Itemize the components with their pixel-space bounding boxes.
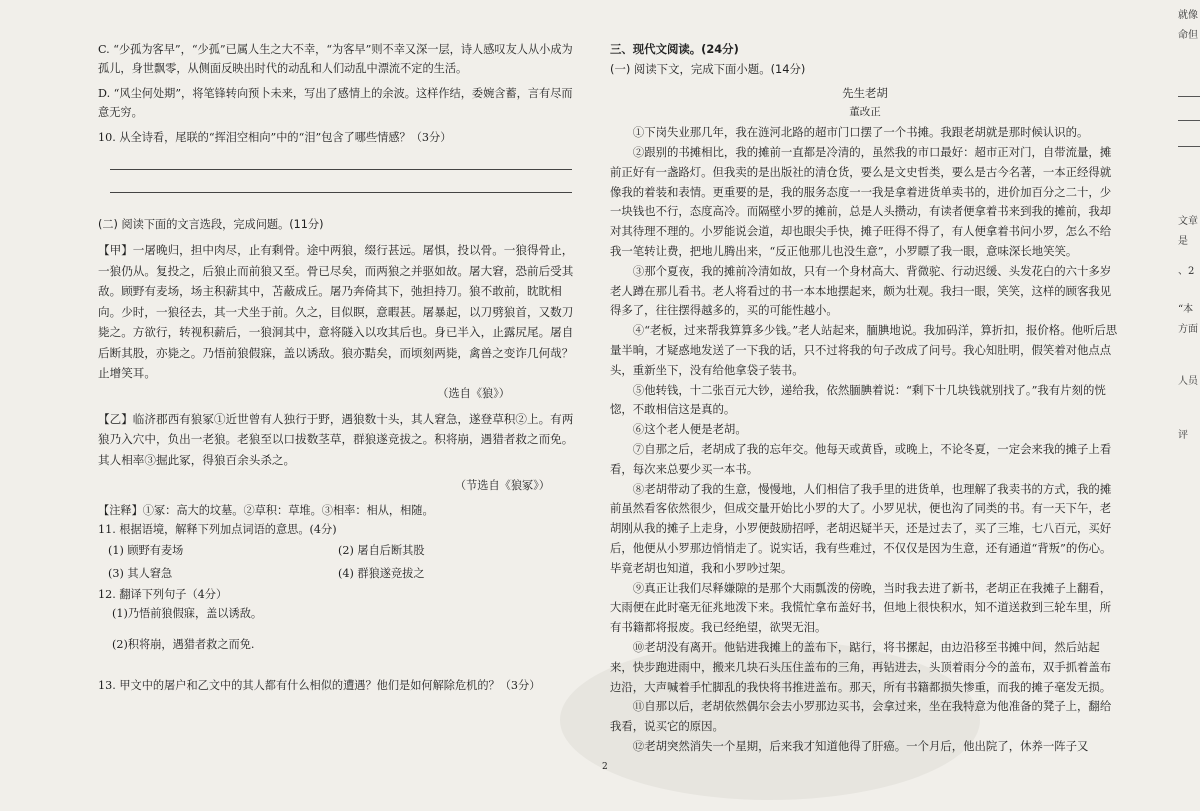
question-12: 12. 翻译下列句子（4分） [98,588,228,601]
left-column [98,40,580,695]
edge-text-4: 是 [1178,236,1188,247]
q11-item-1: (1) 顾野有麦场 [108,544,184,557]
paragraph-11: ⑪自那以后，老胡依然偶尔会去小罗那边买书，会拿过来，坐在我特意为他准备的凳子上，翻给我看，说买它的原因。 [610,699,1112,734]
section-3-title: 三、现代文阅读。(24分) [610,42,739,56]
q11-item-2: (2) 屠自后断其股 [338,544,425,557]
edge-text-5: 、2 [1178,266,1195,277]
page-number: 2 [602,762,608,772]
question-13: 13. 甲文中的屠户和乙文中的其人都有什么相似的遭遇？他们是如何解除危机的？（3分） [98,679,541,692]
question-11: 11. 根据语境，解释下列加点词语的意思。(4分) [98,523,337,536]
right-column [610,40,1120,757]
q11-items [108,539,580,585]
paragraph-6: ⑥这个老人便是老胡。 [632,422,747,437]
edge-text-2: 命但 [1178,30,1198,41]
paragraph-7: ⑦自那之后，老胡成了我的忘年交。他每天或黄昏，或晚上，不论冬夏，一定会来我的摊子上看看，每次来总要少买一本书。 [610,441,1112,476]
paragraph-4: ④“老板，过来帮我算算多少钱。”老人站起来，腼腆地说。我加码洋，算折扣，报价格。他听后思量半晌，才疑惑地发送了一下我的话，只不过将我的句子改成了问号。我心知肚明，假笑着对他点点头，重新坐下，没有给他拿袋子装书。 [610,323,1118,377]
edge-rule-3 [1178,146,1200,147]
edge-rule-1 [1178,96,1200,97]
edge-text-7: 方面 [1178,324,1198,335]
option-c: C. “少孤为客早”，“少孤”已属人生之大不幸，“为客早”则不幸又深一层，诗人感叹友人从小成为孤儿，身世飘零，从侧面反映出时代的动乱和人们动乱中漂流不定的生活。 [98,43,573,75]
edge-text-9: 评 [1178,430,1188,441]
essay-title: 先生老胡 [842,85,888,100]
paragraph-2: ②跟别的书摊相比，我的摊前一直都是冷清的，虽然我的市口最好：超市正对门，自带流量，摊前正好有一盏路灯。但我卖的是出版社的清仓货，要么是文史哲类，要么是古今名著，一本正经得就像我的着装和表情。更重要的是，我的服务态度一一我是拿着进货单卖书的，进价加百分之二十，少一块钱也不行，态度高冷。而隔壁小罗的摊前，总是人头攒动，有读者便拿着书来到我的摊前，我却对其待理不理的。小罗能说会道，却也眼尖手快，摊子旺得不得了，有人便拿着书问小罗，怎么不给我一笔转让费，把地儿腾出来，“反正他那儿也没生意”，小罗瞟了我一眼，意味深长地笑笑。 [610,144,1112,258]
section-2-title: (二) 阅读下面的文言选段，完成问题。(11分) [98,218,324,231]
question-12-1: (1)乃悟前狼假寐，盖以诱敌。 [112,607,263,620]
paragraph-12: ⑫老胡突然消失一个星期，后来我才知道他得了肝癌。一个月后，他出院了，休养一阵子又 [632,738,1089,753]
question-10: 10. 从全诗看，尾联的“挥泪空相向”中的“泪”包含了哪些情感？（3分） [98,131,452,144]
notes: 【注释】①冢：高大的坟墓。②草积：草堆。③相率：相从，相随。 [98,504,434,517]
subsection-1-title: (一) 阅读下文，完成下面小题。(14分) [610,61,806,76]
essay-author: 董改正 [849,106,881,119]
q11-item-3: (3) 其人窘急 [108,567,173,580]
edge-text-3: 文章 [1178,216,1198,227]
edge-rule-2 [1178,120,1200,121]
passage-jia-source: （选自《狼》） [437,386,510,400]
paragraph-9: ⑨真正让我们尽释嫌隙的是那个大雨瓢泼的傍晚，当时我去进了新书，老胡正在我摊子上翻看，大雨便在此时毫无征兆地泼下来。我慌忙拿布盖好书，但地上很快积水，知不道送救到三轮车里，所有书籍都将报废。我已经绝望，欲哭无泪。 [610,580,1112,635]
paragraph-10: ⑩老胡没有离开。他钻进我摊上的盖布下，踮行，将书摞起，由边沿移至书摊中间，然后站起来，快步跑进雨中，搬来几块石头压住盖布的三角，再钻进去，头顶着雨分今的盖布，双手抓着盖布边沿，大声喊着手忙脚乱的我快将书推进盖布。那天，所有书籍都损失惨重，而我的摊子毫发无损。 [610,639,1112,694]
passage-yi: 【乙】临济郡西有狼冢①近世曾有人独行于野，遇狼数十头，其人窘急，遂登草积②上。有两狼乃入穴中，负出一老狼。老狼至以口拔数茎草，群狼遂竞拔之。积将崩，遇猎者救之而免。其人相率③掘此冢，得狼百余头杀之。 [98,411,574,467]
passage-jia: 【甲】一屠晚归，担中肉尽，止有剩骨。途中两狼，缀行甚远。屠惧，投以骨。一狼得骨止，一狼仍从。复投之，后狼止而前狼又至。骨已尽矣，而两狼之并驱如故。屠大窘，恐前后受其敌。顾野有麦场，场主积薪其中，苫蔽成丘。屠乃奔倚其下，弛担持刀。狼不敢前，眈眈相向。少时，一狼径去，其一犬坐于前。久之，目似瞑，意暇甚。屠暴起，以刀劈狼首，又数刀毙之。方欲行，转视积薪后，一狼洞其中，意将隧入以攻其后也。身已半入，止露尻尾。屠自后断其股，亦毙之。乃悟前狼假寐，盖以诱敌。狼亦黠矣，而顷刻两毙，禽兽之变诈几何哉？止增笑耳。 [98,243,574,380]
edge-text-8: 人员 [1178,376,1198,387]
paragraph-5: ⑤他转钱，十二张百元大钞，递给我，依然腼腆着说：“剩下十几块钱就别找了。”我有片刻的恍惚，不敢相信这是真的。 [610,382,1106,417]
paragraph-3: ③那个夏夜，我的摊前冷清如故，只有一个身材高大、背微驼、行动迟缓、头发花白的六十多岁老人蹲在那儿看书。老人将看过的书一本本地摆起来，颇为壮观。我扫一眼，笑笑，这样的顾客我见得多了，往往摆得越多的，买的可能性越小。 [610,263,1112,318]
answer-line-1[interactable] [110,147,572,170]
option-d: D. “风尘何处期”，将笔锋转向预卜未来，写出了感情上的余波。这样作结，委婉含蓄，言有尽而意无穷。 [98,87,573,119]
question-12-2: (2)积将崩，遇猎者救之而免. [112,638,255,651]
edge-text-1: 就像 [1178,10,1198,21]
answer-line-2[interactable] [110,170,572,193]
passage-yi-source: （节选自《狼冢》） [454,479,550,492]
paragraph-1: ①下岗失业那几年，我在涟河北路的超市门口摆了一个书摊。我跟老胡就是那时候认识的。 [632,125,1089,140]
paragraph-8: ⑧老胡带动了我的生意，慢慢地，人们相信了我手里的进货单，也理解了我卖书的方式，我的摊前虽然看客依然很少，但成交量开始比小罗的大了。小罗见状，便也沟了同类的书。有一天下午，老胡刚从我的摊子上走身，小罗便鼓励招呼，老胡迟疑半天，还是过去了，买了三堆，七八百元，买好后，他便从小罗那边悄悄走了。说实话，我有些难过，不仅仅是因为生意，还有通道“背叛”的伤心。毕竟老胡也知道，我和小罗吵过架。 [610,481,1112,575]
essay-body [610,123,1120,757]
edge-text-6: “本 [1178,304,1194,315]
q11-item-4: (4) 群狼遂竞拔之 [338,567,425,580]
